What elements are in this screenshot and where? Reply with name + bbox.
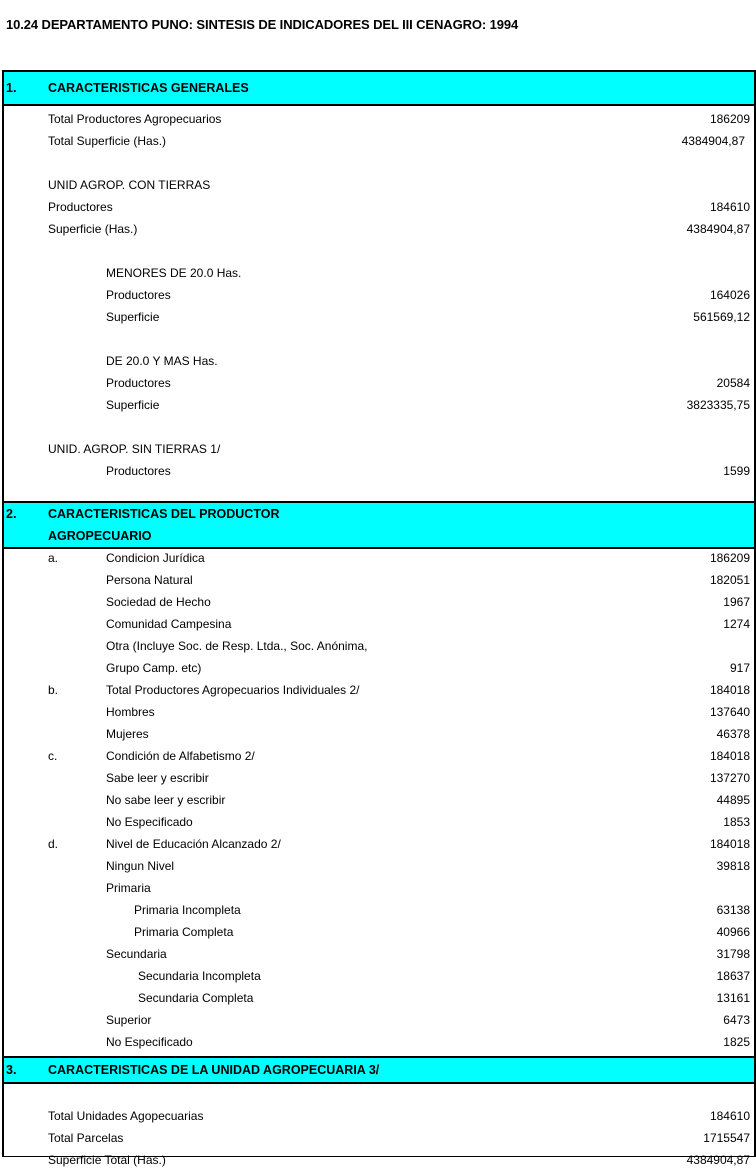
row-value: 1967 (723, 595, 750, 609)
table-row (4, 591, 754, 613)
table-row (4, 833, 754, 855)
spacer-row (4, 1083, 754, 1105)
row-label: Productores (48, 200, 113, 214)
row-label: Nivel de Educación Alcanzado 2/ (106, 837, 281, 851)
row-label: Primaria Incompleta (134, 903, 241, 917)
table-row (4, 987, 754, 1009)
row-label: No Especificado (106, 1035, 193, 1049)
table-row (4, 723, 754, 745)
section-number: 2. (6, 507, 17, 521)
spacer-row (4, 416, 754, 438)
row-value: 46378 (716, 727, 750, 741)
item-marker: a. (48, 551, 59, 565)
section-title: CARACTERISTICAS GENERALES (48, 81, 249, 95)
table-row (4, 108, 754, 130)
section-title: CARACTERISTICAS DE LA UNIDAD AGROPECUARIA 3/ (48, 1063, 380, 1077)
table-row (4, 965, 754, 987)
row-label: Condicion Jurídica (106, 551, 205, 565)
row-value: 13161 (716, 991, 750, 1005)
table-row (4, 196, 754, 218)
row-label: Mujeres (106, 727, 149, 741)
row-value: 561569,12 (693, 310, 750, 324)
row-label: Superficie (Has.) (48, 222, 138, 236)
table-row (4, 284, 754, 306)
row-value: 1274 (723, 617, 750, 631)
row-label: Sociedad de Hecho (106, 595, 211, 609)
table-row (4, 262, 754, 284)
row-label: No Especificado (106, 815, 193, 829)
table-row (4, 943, 754, 965)
table-row (4, 767, 754, 789)
section-header (4, 72, 754, 106)
row-label: Otra (Incluye Soc. de Resp. Ltda., Soc. Anónima, (106, 639, 368, 653)
table-row (4, 613, 754, 635)
row-value: 4384904,87 (686, 1153, 750, 1167)
table-row (4, 745, 754, 767)
row-label: Superior (106, 1013, 152, 1027)
row-value: 184018 (709, 837, 750, 851)
table-row (4, 635, 754, 657)
table-row (4, 701, 754, 723)
indicators-table (2, 70, 756, 1167)
table-row (4, 394, 754, 416)
row-value: 44895 (716, 793, 750, 807)
section-title: AGROPECUARIO (48, 529, 152, 543)
row-value: 18637 (716, 969, 750, 983)
row-value: 4384904,87 (681, 134, 745, 148)
row-value: 40966 (716, 925, 750, 939)
table-row (4, 899, 754, 921)
table-row (4, 1031, 754, 1053)
row-value: 3823335,75 (686, 398, 750, 412)
table-row (4, 306, 754, 328)
table-row (4, 1105, 754, 1127)
row-label: Sabe leer y escribir (106, 771, 209, 785)
row-label: Total Parcelas (48, 1131, 124, 1145)
table-row (4, 855, 754, 877)
section-header (4, 1056, 754, 1084)
table-row (4, 218, 754, 240)
row-label: Superficie (106, 310, 160, 324)
row-label: UNID. AGROP. SIN TIERRAS 1/ (48, 442, 221, 456)
row-value: 4384904,87 (686, 222, 750, 236)
row-label: UNID AGROP. CON TIERRAS (48, 178, 211, 192)
row-value: 917 (729, 661, 750, 675)
spacer-row (4, 152, 754, 174)
row-value: 1715547 (703, 1131, 750, 1145)
row-label: MENORES DE 20.0 Has. (106, 266, 242, 280)
table-row (4, 372, 754, 394)
row-value: 186209 (709, 112, 750, 126)
row-label: Secundaria (106, 947, 167, 961)
section-number: 3. (6, 1063, 17, 1077)
row-label: Comunidad Campesina (106, 617, 232, 631)
row-value: 184610 (709, 200, 750, 214)
table-row (4, 1127, 754, 1149)
row-label: Primaria (106, 881, 151, 895)
table-row (4, 350, 754, 372)
row-label: Superficie Total (Has.) (48, 1153, 166, 1167)
table-row (4, 174, 754, 196)
table-row (4, 679, 754, 701)
table-row (4, 789, 754, 811)
row-label: Primaria Completa (134, 925, 234, 939)
row-label: Superficie (106, 398, 160, 412)
row-label: Productores (106, 464, 171, 478)
row-label: Total Superficie (Has.) (48, 134, 167, 148)
row-value: 184610 (709, 1109, 750, 1123)
spacer-row (4, 240, 754, 262)
row-value: 137640 (709, 705, 750, 719)
row-value: 137270 (709, 771, 750, 785)
row-value: 1825 (723, 1035, 750, 1049)
row-value: 20584 (716, 376, 750, 390)
row-value: 1599 (723, 464, 750, 478)
item-marker: d. (48, 837, 59, 851)
table-row (4, 1149, 754, 1171)
row-value: 184018 (709, 683, 750, 697)
section-number: 1. (6, 81, 17, 95)
row-value: 1853 (723, 815, 750, 829)
item-marker: b. (48, 683, 59, 697)
row-value: 39818 (716, 859, 750, 873)
page-title: 10.24 DEPARTAMENTO PUNO: SINTESIS DE INDICADORES DEL III CENAGRO: 1994 (6, 17, 519, 32)
table-row (4, 130, 754, 152)
section-title: CARACTERISTICAS DEL PRODUCTOR (48, 507, 280, 521)
row-label: Ningun Nivel (106, 859, 175, 873)
row-value: 6473 (723, 1013, 750, 1027)
row-label: Hombres (106, 705, 155, 719)
table-row (4, 657, 754, 679)
row-label: Total Productores Agropecuarios (48, 112, 222, 126)
table-row (4, 921, 754, 943)
row-label: Secundaria Completa (138, 991, 254, 1005)
row-label: Persona Natural (106, 573, 193, 587)
row-label: Condición de Alfabetismo 2/ (106, 749, 255, 763)
row-value: 186209 (709, 551, 750, 565)
table-row (4, 811, 754, 833)
table-row (4, 569, 754, 591)
row-label: No sabe leer y escribir (106, 793, 226, 807)
item-marker: c. (48, 749, 58, 763)
row-label: Productores (106, 376, 171, 390)
row-label: Productores (106, 288, 171, 302)
table-row (4, 877, 754, 899)
row-label: Grupo Camp. etc) (106, 661, 202, 675)
row-value: 164026 (709, 288, 750, 302)
table-row (4, 547, 754, 569)
table-row (4, 1009, 754, 1031)
row-value: 184018 (709, 749, 750, 763)
table-row (4, 438, 754, 460)
section-header (4, 501, 754, 549)
row-label: Total Productores Agropecuarios Individuales 2/ (106, 683, 360, 697)
row-value: 182051 (709, 573, 750, 587)
spacer-row (4, 328, 754, 350)
row-value: 31798 (716, 947, 750, 961)
row-label: DE 20.0 Y MAS Has. (106, 354, 218, 368)
row-label: Secundaria Incompleta (138, 969, 261, 983)
table-row (4, 460, 754, 482)
row-value: 63138 (716, 903, 750, 917)
row-label: Total Unidades Agopecuarias (48, 1109, 204, 1123)
